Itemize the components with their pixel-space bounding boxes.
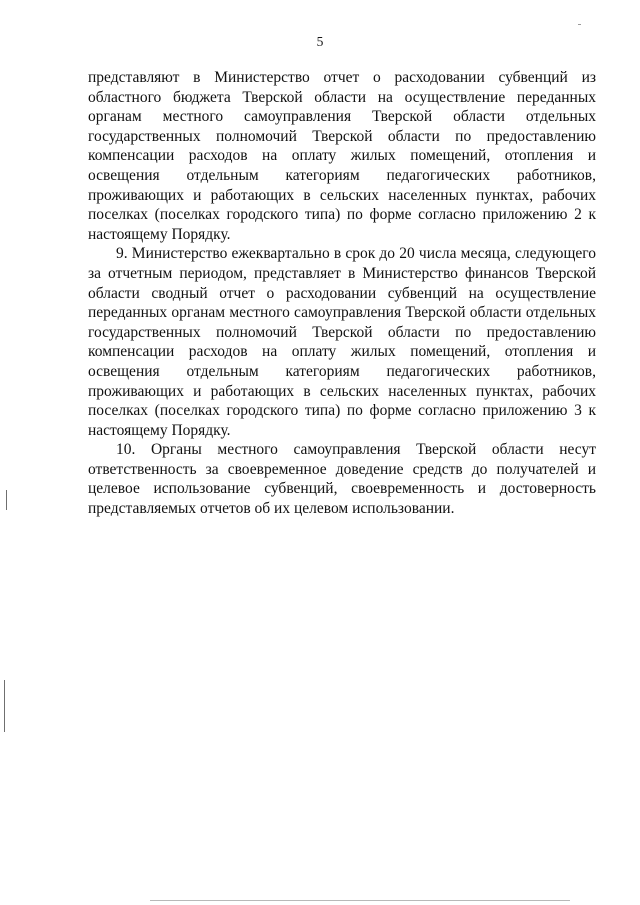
scan-edge-mark <box>6 490 7 510</box>
paragraph-continuation: представляют в Министерство отчет о расходовании субвенций из областного бюджета Тверской области на осуществление переданных органам местного самоуправления Тверской области отдельных государственных полномочий Тверской области по предоставлению компенсации расходов на оплату жилых помещений, отопления и освещения отдельным категориям педагогических работников, проживающих и работающих в сельских населенных пунктах, рабочих поселках (поселках городского типа) по форме согласно приложению 2 к настоящему Порядку. <box>88 69 596 243</box>
scan-speck <box>578 24 581 25</box>
page-number: 5 <box>316 34 324 49</box>
paragraph-item-10: 10. Органы местного самоуправления Тверской области несут ответственность за своевременное доведение средств до получателей и целевое использование субвенций, своевременность и достоверность представляемых отчетов об их целевом использовании. <box>88 441 596 518</box>
document-body <box>88 68 596 519</box>
scan-bottom-line <box>150 900 570 901</box>
paragraph-item-9: 9. Министерство ежеквартально в срок до 20 числа месяца, следующего за отчетным периодом, представляет в Министерство финансов Тверской области сводный отчет о расходовании субвенций на осуществление переданных органам местного самоуправления Тверской области отдельных государственных полномочий Тверской области по предоставлению компенсации расходов на оплату жилых помещений, отопления и освещения отдельным категориям педагогических работников, проживающих и работающих в сельских населенных пунктах, рабочих поселках (поселках городского типа) по форме согласно приложению 3 к настоящему Порядку. <box>88 245 596 439</box>
scan-edge-mark <box>4 680 5 732</box>
